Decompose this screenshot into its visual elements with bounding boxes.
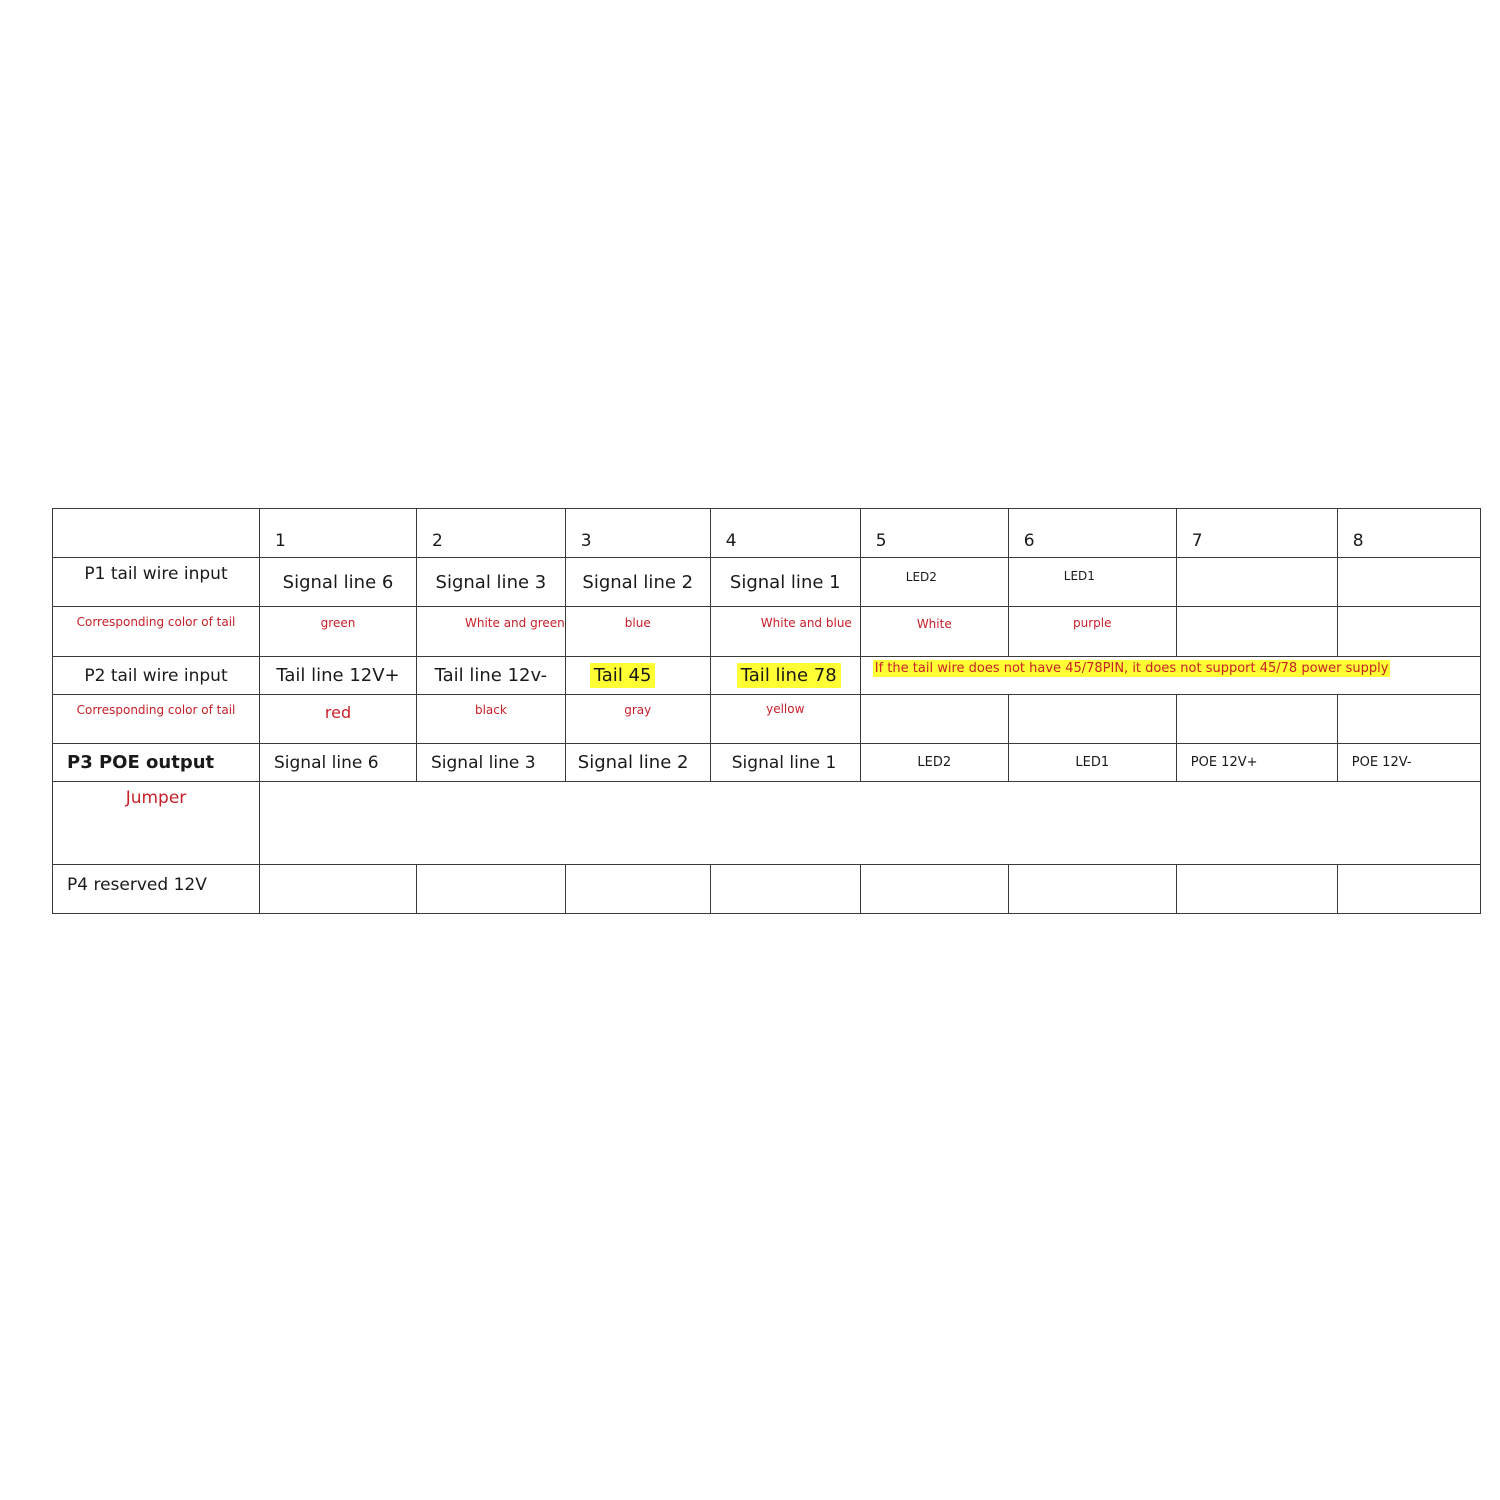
p4-pin-7 bbox=[1176, 865, 1337, 914]
pin-header-8: 8 bbox=[1337, 509, 1480, 558]
pin-header-7: 7 bbox=[1176, 509, 1337, 558]
p1-label: P1 tail wire input bbox=[53, 558, 260, 607]
pin-header-2: 2 bbox=[417, 509, 566, 558]
p4-pin-6 bbox=[1008, 865, 1176, 914]
p2-label: P2 tail wire input bbox=[53, 657, 260, 695]
jumper-label: Jumper bbox=[53, 782, 260, 865]
p1-color-2: White and green bbox=[417, 607, 566, 657]
p2-color-2: black bbox=[417, 695, 566, 744]
p2-note: If the tail wire does not have 45/78PIN, it does not support 45/78 power supply bbox=[874, 661, 1389, 676]
p2-pin-4-cell bbox=[710, 657, 860, 695]
pin-header-3: 3 bbox=[565, 509, 710, 558]
p2-color-label: Corresponding color of tail bbox=[53, 695, 260, 744]
corner-cell bbox=[53, 509, 260, 558]
pin-header-6: 6 bbox=[1008, 509, 1176, 558]
p1-row bbox=[53, 558, 1481, 607]
p2-color-row bbox=[53, 695, 1481, 744]
p1-color-8 bbox=[1337, 607, 1480, 657]
pinout-table bbox=[52, 508, 1481, 914]
p1-color-6: purple bbox=[1008, 607, 1176, 657]
p1-pin-2: Signal line 3 bbox=[417, 558, 566, 607]
p1-pin-4: Signal line 1 bbox=[710, 558, 860, 607]
p2-color-4: yellow bbox=[710, 695, 860, 744]
p1-pin-8 bbox=[1337, 558, 1480, 607]
p2-color-8 bbox=[1337, 695, 1480, 744]
p2-pin-3: Tail 45 bbox=[590, 663, 656, 688]
pin-header-4: 4 bbox=[710, 509, 860, 558]
p1-pin-3: Signal line 2 bbox=[565, 558, 710, 607]
p3-pin-4: Signal line 1 bbox=[710, 744, 860, 782]
p1-color-3: blue bbox=[565, 607, 710, 657]
p1-color-5: White bbox=[860, 607, 1008, 657]
p3-pin-5: LED2 bbox=[860, 744, 1008, 782]
p4-pin-2 bbox=[417, 865, 566, 914]
p4-pin-3 bbox=[565, 865, 710, 914]
p2-pin-4: Tail line 78 bbox=[737, 663, 841, 688]
p1-pin-5: LED2 bbox=[860, 558, 1008, 607]
p2-pin-3-cell bbox=[565, 657, 710, 695]
p2-row bbox=[53, 657, 1481, 695]
p3-pin-2: Signal line 3 bbox=[417, 744, 566, 782]
jumper-row bbox=[53, 782, 1481, 865]
p4-pin-8 bbox=[1337, 865, 1480, 914]
p3-pin-7: POE 12V+ bbox=[1176, 744, 1337, 782]
p3-label: P3 POE output bbox=[53, 744, 260, 782]
p1-color-row bbox=[53, 607, 1481, 657]
pin-header-5: 5 bbox=[860, 509, 1008, 558]
p4-pin-1 bbox=[260, 865, 417, 914]
p4-pin-5 bbox=[860, 865, 1008, 914]
p1-pin-6: LED1 bbox=[1008, 558, 1176, 607]
p1-color-1: green bbox=[260, 607, 417, 657]
p3-pin-3: Signal line 2 bbox=[565, 744, 710, 782]
p1-color-7 bbox=[1176, 607, 1337, 657]
p1-color-4: White and blue bbox=[710, 607, 860, 657]
p2-color-5 bbox=[860, 695, 1008, 744]
p1-color-label: Corresponding color of tail bbox=[53, 607, 260, 657]
p2-note-cell bbox=[860, 657, 1480, 695]
p3-pin-8: POE 12V- bbox=[1337, 744, 1480, 782]
p2-pin-1: Tail line 12V+ bbox=[260, 657, 417, 695]
p2-color-6 bbox=[1008, 695, 1176, 744]
p2-pin-2: Tail line 12v- bbox=[417, 657, 566, 695]
pin-header-1: 1 bbox=[260, 509, 417, 558]
p2-color-3: gray bbox=[565, 695, 710, 744]
p1-pin-1: Signal line 6 bbox=[260, 558, 417, 607]
p2-color-1: red bbox=[260, 695, 417, 744]
jumper-area bbox=[260, 782, 1481, 865]
p3-row bbox=[53, 744, 1481, 782]
p3-pin-1: Signal line 6 bbox=[260, 744, 417, 782]
p4-row bbox=[53, 865, 1481, 914]
p3-pin-6: LED1 bbox=[1008, 744, 1176, 782]
p2-color-7 bbox=[1176, 695, 1337, 744]
p4-label: P4 reserved 12V bbox=[53, 865, 260, 914]
p1-pin-7 bbox=[1176, 558, 1337, 607]
p4-pin-4 bbox=[710, 865, 860, 914]
header-row bbox=[53, 509, 1481, 558]
